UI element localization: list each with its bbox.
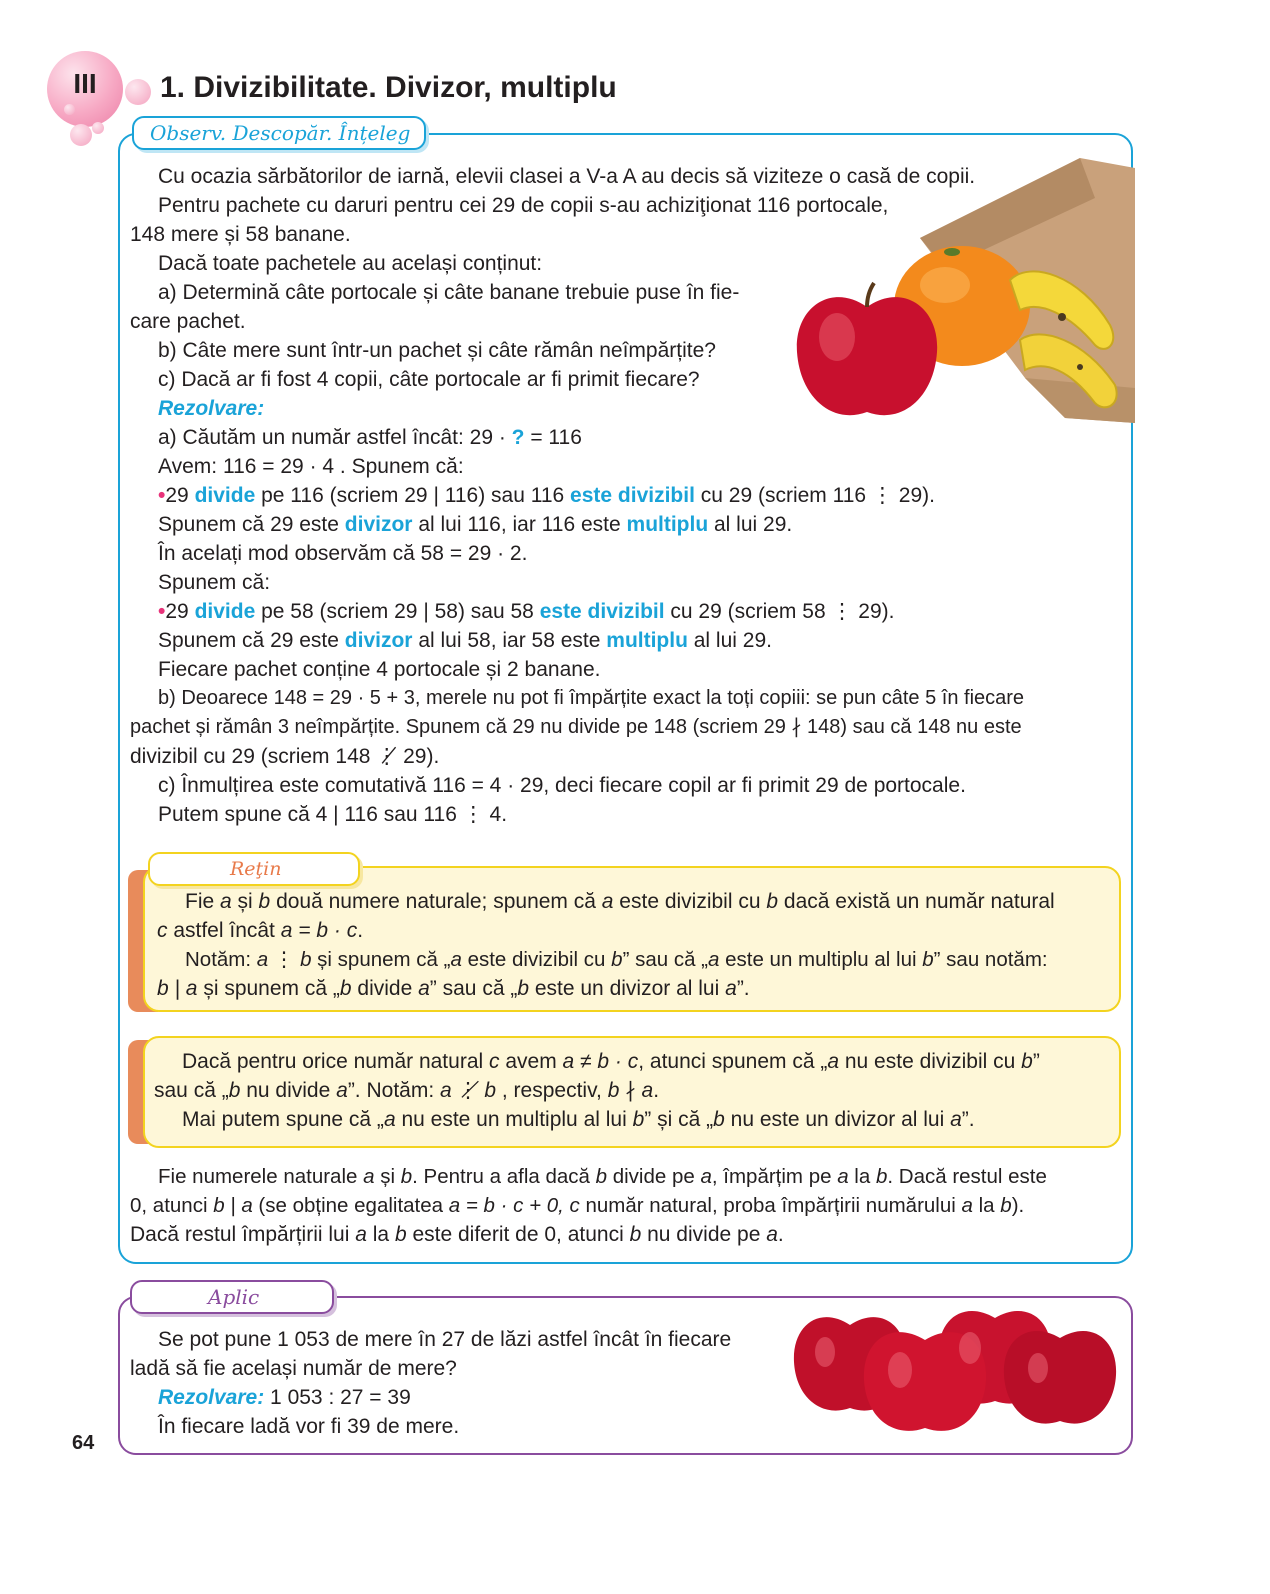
problem-line: Cu ocazia sărbătorilor de iarnă, elevii clasei a V-a A au decis să viziteze o casă de copii. <box>158 165 976 188</box>
text: Spunem că 29 este <box>158 513 345 536</box>
equation: a = b · c <box>280 919 358 942</box>
text: și spunem că „ <box>197 977 340 1000</box>
bullet-line <box>158 481 935 510</box>
text: Mai putem spune că „ <box>182 1108 384 1131</box>
final-line <box>158 1162 1047 1191</box>
text: al lui 116, iar 116 este <box>412 513 627 536</box>
text: număr natural, proba împărțirii numărului <box>579 1194 962 1217</box>
text: ”. <box>736 977 750 1000</box>
bubble-decoration <box>125 79 151 105</box>
text: al lui 58, iar 58 este <box>412 629 607 652</box>
solution-line <box>158 510 792 539</box>
aplic-line <box>158 1383 411 1412</box>
observ-tab <box>132 116 426 150</box>
retin-tab <box>148 852 360 886</box>
text: , respectiv, <box>496 1079 608 1102</box>
solution-line: Fiecare pachet conține 4 portocale și 2 banane. <box>158 658 601 681</box>
var: b <box>228 1079 241 1102</box>
var: b <box>611 948 623 971</box>
var: a <box>363 1165 375 1188</box>
var: b <box>258 890 271 913</box>
solution-line: Putem spune că 4 | 116 sau 116 ⋮ 4. <box>158 803 508 826</box>
solution-label: Rezolvare: <box>158 1386 265 1409</box>
text: ” și că „ <box>644 1108 714 1131</box>
retin-line <box>157 916 363 945</box>
var: b <box>517 977 530 1000</box>
bullet-icon: • <box>158 484 166 507</box>
text: nu este un multiplu al lui <box>395 1108 633 1131</box>
text: . <box>653 1079 660 1102</box>
var: a <box>766 1223 778 1246</box>
equation: a ≠ b · c <box>562 1050 639 1073</box>
keyword: este divizibil <box>570 484 695 507</box>
keyword: este divizibil <box>539 600 665 623</box>
text: 29 <box>165 484 195 507</box>
text: pe 58 (scriem 29 | 58) sau 58 <box>255 600 540 623</box>
text: Notăm: <box>185 948 257 971</box>
notation: b | a <box>157 977 198 1000</box>
text: și <box>374 1165 401 1188</box>
var: b <box>713 1108 725 1131</box>
var: a <box>418 977 430 1000</box>
retin-line <box>185 887 1055 916</box>
text: divide pe <box>607 1165 701 1188</box>
text: 1 053 : 27 = 39 <box>264 1386 411 1409</box>
problem-line: Pentru pachete cu daruri pentru cei 29 de copii s-au achiziţionat 116 portocale, <box>158 194 889 217</box>
solution-line: pachet și rămân 3 neîmpărțite. Spunem că 29 nu divide pe 148 (scriem 29 ∤ 148) sau că 148 nu este <box>130 716 1022 738</box>
page-number: 64 <box>72 1432 95 1454</box>
text: la <box>366 1223 395 1246</box>
aplic-tab-label: Aplic <box>208 1285 260 1309</box>
var: a <box>725 977 737 1000</box>
var: a <box>700 1165 712 1188</box>
var: a <box>961 1194 973 1217</box>
problem-line: a) Determină câte portocale și câte banane trebuie puse în fie- <box>158 281 740 304</box>
var: b <box>632 1108 645 1131</box>
equation: a = b · c + 0, c <box>448 1194 580 1217</box>
var: b <box>339 977 352 1000</box>
text: a) Căutăm un număr astfel încât: 29 · <box>158 426 512 449</box>
text: cu 29 (scriem 58 ⋮ 29). <box>664 600 895 623</box>
problem-line: Dacă toate pachetele au același conținut: <box>158 252 543 275</box>
problem-line: b) Câte mere sunt într-un pachet și câte rămân neîmpărțite? <box>158 339 716 362</box>
text: ”. <box>961 1108 975 1131</box>
final-line <box>130 1191 1024 1220</box>
aplic-line: ladă să fie același număr de mere? <box>130 1357 457 1380</box>
text: pe 116 (scriem 29 | 116) sau 116 <box>255 484 571 507</box>
var: a <box>837 1165 849 1188</box>
apple-icon <box>790 1300 1120 1440</box>
keyword: divizor <box>344 629 413 652</box>
bullet-icon: • <box>158 600 166 623</box>
retin-line <box>157 974 750 1003</box>
text: și spunem că „ <box>311 948 451 971</box>
text: 0, atunci <box>130 1194 214 1217</box>
solution-line: Spunem că: <box>158 571 271 594</box>
var: b <box>766 890 779 913</box>
solution-line: divizibil cu 29 (scriem 148 ⋮̸ 29). <box>130 745 440 768</box>
var: b <box>922 948 934 971</box>
var: c <box>157 919 168 942</box>
text: dacă există un număr natural <box>778 890 1055 913</box>
var: b <box>1000 1194 1012 1217</box>
text: (se obține egalitatea <box>252 1194 449 1217</box>
text: nu divide pe <box>641 1223 767 1246</box>
var: a <box>220 890 232 913</box>
problem-line: c) Dacă ar fi fost 4 copii, câte portocale ar fi primit fiecare? <box>158 368 700 391</box>
keyword: divizor <box>344 513 413 536</box>
text: este un divizor al lui <box>529 977 726 1000</box>
retin-tab-label: Reţin <box>230 858 282 880</box>
text: Dacă restul împărțirii lui <box>130 1223 356 1246</box>
aplic-line: În fiecare ladă vor fi 39 de mere. <box>158 1415 460 1438</box>
text: ” sau că „ <box>429 977 518 1000</box>
bubble-decoration <box>92 122 104 134</box>
text: . <box>357 919 364 942</box>
var: a <box>827 1050 840 1073</box>
text: avem <box>499 1050 563 1073</box>
bullet-line <box>158 597 894 626</box>
text: este un multiplu al lui <box>719 948 923 971</box>
notation: a ⋮ b <box>256 948 312 971</box>
solution-line: În acelați mod observăm că 58 = 29 · 2. <box>158 542 528 565</box>
retin-line <box>185 945 1048 974</box>
var: b <box>400 1165 413 1188</box>
notation: b ∤ a <box>607 1079 654 1102</box>
var: b <box>875 1165 888 1188</box>
var: b <box>1021 1050 1033 1073</box>
aplic-tab <box>130 1280 334 1314</box>
solution-line <box>158 423 582 452</box>
var: b <box>394 1223 407 1246</box>
bubble-decoration <box>64 104 75 115</box>
text: nu divide <box>240 1079 337 1102</box>
text: la <box>848 1165 876 1188</box>
solution-line: Avem: 116 = 29 · 4 . Spunem că: <box>158 455 464 478</box>
keyword: divide <box>194 600 256 623</box>
solution-line: b) Deoarece 148 = 29 · 5 + 3, merele nu pot fi împărțite exact la toți copiii: se pun câte 5 în fiecare <box>158 687 1025 709</box>
text: ). <box>1011 1194 1025 1217</box>
banana-icon <box>1000 255 1125 420</box>
var: a <box>601 890 614 913</box>
text: Fie numerele naturale <box>158 1165 364 1188</box>
retin-line <box>182 1105 975 1134</box>
text: este divizibil cu <box>461 948 612 971</box>
solution-line: c) Înmulțirea este comutativă 116 = 4 · 29, deci fiecare copil ar fi primit 29 de portocale. <box>158 774 966 797</box>
solution-line <box>158 626 772 655</box>
problem-line: care pachet. <box>130 310 246 333</box>
text: și <box>231 890 259 913</box>
var: b <box>595 1165 608 1188</box>
notation: a ⋮̸ b <box>440 1079 497 1102</box>
page-title: 1. Divizibilitate. Divizor, multiplu <box>160 71 617 104</box>
text: este diferit de 0, atunci <box>406 1223 630 1246</box>
text: divide <box>351 977 419 1000</box>
var: b <box>629 1223 642 1246</box>
text: la <box>972 1194 1001 1217</box>
question-mark: ? <box>511 426 525 449</box>
text: . Pentru a afla dacă <box>412 1165 596 1188</box>
keyword: divide <box>194 484 256 507</box>
text: = 116 <box>524 426 582 449</box>
apple-icon <box>792 277 942 427</box>
bubble-decoration <box>70 124 92 146</box>
text: nu este divizibil cu <box>839 1050 1022 1073</box>
text: al lui 29. <box>708 513 793 536</box>
var: a <box>355 1223 367 1246</box>
var: a <box>336 1079 348 1102</box>
text: ” sau că „ <box>622 948 709 971</box>
var: a <box>708 948 720 971</box>
text: , atunci spunem că „ <box>638 1050 828 1073</box>
text: ” sau notăm: <box>933 948 1048 971</box>
text: cu 29 (scriem 116 ⋮ 29). <box>694 484 935 507</box>
text: astfel încât <box>167 919 281 942</box>
retin-line <box>154 1076 659 1105</box>
text: este divizibil cu <box>613 890 767 913</box>
text: al lui 29. <box>687 629 772 652</box>
chapter-number: III <box>73 68 97 99</box>
text: nu este un divizor al lui <box>724 1108 951 1131</box>
final-line <box>130 1220 784 1249</box>
text: 29 <box>165 600 195 623</box>
retin-line <box>182 1047 1040 1076</box>
observ-tab-label: Observ. Descopăr. Înțeleg <box>150 121 411 145</box>
notation: b | a <box>213 1194 253 1217</box>
text: . Dacă restul este <box>887 1165 1047 1188</box>
text: două numere naturale; spunem că <box>270 890 602 913</box>
var: a <box>383 1108 396 1131</box>
var: c <box>489 1050 500 1073</box>
aplic-line: Se pot pune 1 053 de mere în 27 de lăzi astfel încât în fiecare <box>158 1328 732 1351</box>
solution-label: Rezolvare: <box>158 397 265 420</box>
text: ” <box>1032 1050 1040 1073</box>
text: Spunem că 29 este <box>158 629 345 652</box>
keyword: multiplu <box>606 629 688 652</box>
text: ”. Notăm: <box>347 1079 440 1102</box>
text: Fie <box>185 890 221 913</box>
problem-line: 148 mere și 58 banane. <box>130 223 351 246</box>
var: a <box>950 1108 962 1131</box>
text: sau că „ <box>154 1079 229 1102</box>
text: , împărțim pe <box>711 1165 838 1188</box>
var: a <box>450 948 462 971</box>
text: . <box>777 1223 784 1246</box>
text: Dacă pentru orice număr natural <box>182 1050 489 1073</box>
keyword: multiplu <box>626 513 709 536</box>
